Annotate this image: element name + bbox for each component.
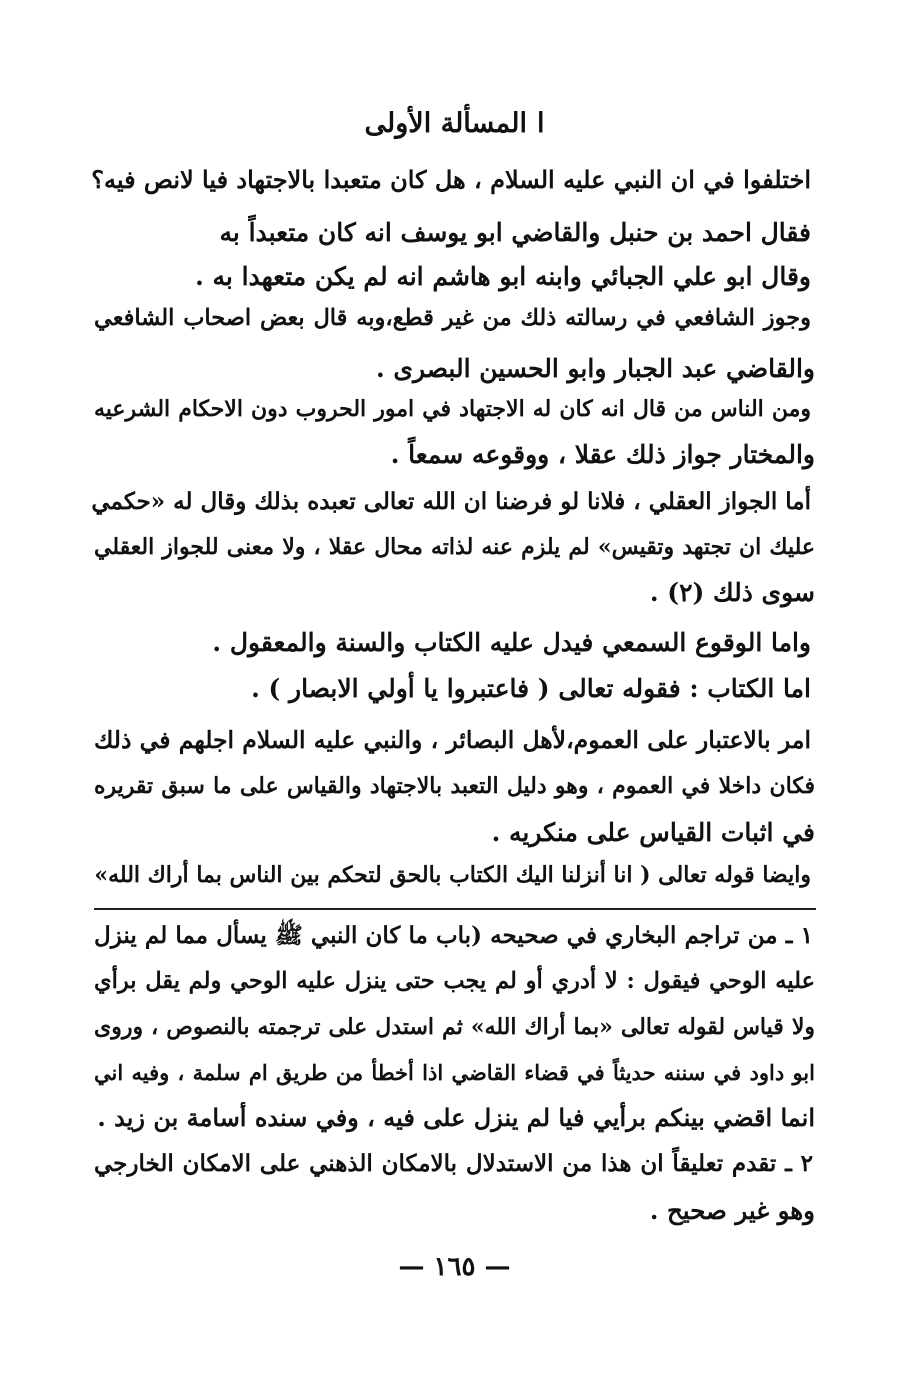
body-line: في اثبات القياس على منكريه .	[491, 818, 815, 847]
chapter-heading	[0, 108, 909, 139]
body-line: فقال احمد بن حنبل والقاضي ابو يوسف انه كان متعبداً به	[219, 218, 811, 247]
body-line: والقاضي عبد الجبار وابو الحسين البصرى .	[375, 354, 815, 383]
footnote-line: ولا قياس لقوله تعالى «بما أراك الله» ثم استدل على ترجمته بالنصوص ، وروى	[94, 1014, 815, 1040]
heading-mark: ا	[536, 108, 545, 139]
page-number: — ١٦٥ —	[398, 1252, 511, 1282]
body-line: والمختار جواز ذلك عقلا ، ووقوعه سمعاً .	[390, 440, 815, 469]
footnote-line: انما اقضي بينكم برأيي فيا لم ينزل على فيه ، وفي سنده أسامة بن زيد .	[97, 1103, 815, 1132]
body-line: عليك ان تجتهد وتقيس» لم يلزم عنه لذاته محال عقلا ، ولا معنى للجواز العقلي	[94, 534, 815, 560]
body-line: سوى ذلك (٢) .	[649, 578, 815, 607]
footnote-separator	[94, 908, 816, 910]
body-line: واما الوقوع السمعي فيدل عليه الكتاب والسنة والمعقول .	[212, 628, 811, 657]
footnote-line: عليه الوحي فيقول : لا أدري أو لم يجب حتى ينزل عليه الوحي ولم يقل برأي	[94, 968, 815, 994]
body-line: وجوز الشافعي في رسالته ذلك من غير قطع،وبه قال بعض اصحاب الشافعي	[94, 305, 811, 331]
body-line: امر بالاعتبار على العموم،لأهل البصائر ، والنبي عليه السلام اجلهم في ذلك	[94, 726, 811, 754]
body-line: اما الكتاب : فقوله تعالى ( فاعتبروا يا أولي الابصار ) .	[251, 674, 811, 703]
body-line: اختلفوا في ان النبي عليه السلام ، هل كان متعبدا بالاجتهاد فيا لانص فيه؟	[91, 165, 811, 194]
heading-title: المسألة الأولى	[364, 108, 527, 139]
footnote-line: ١ ـ من تراجم البخاري في صحيحه (باب ما كان النبي ﷺ يسأل مما لم ينزل	[94, 922, 813, 949]
body-line: أما الجواز العقلي ، فلانا لو فرضنا ان الله تعالى تعبده بذلك وقال له «حكمي	[91, 488, 811, 515]
body-line: فكان داخلا في العموم ، وهو دليل التعبد بالاجتهاد والقياس على ما سبق تقريره	[94, 773, 815, 799]
body-line: وقال ابو علي الجبائي وابنه ابو هاشم انه لم يكن متعهدا به .	[195, 262, 811, 291]
footnote-line: وهو غير صحيح .	[649, 1196, 815, 1225]
footnote-line: ٢ ـ تقدم تعليقاً ان هذا من الاستدلال بالامكان الذهني على الامكان الخارجي	[94, 1150, 813, 1177]
body-line: وايضا قوله تعالى ( انا أنزلنا اليك الكتاب بالحق لتحكم بين الناس بما أراك الله»	[94, 862, 811, 888]
footnote-line: ابو داود في سننه حديثاً في قضاء القاضي اذا أخطأ من طريق ام سلمة ، وفيه اني	[94, 1060, 815, 1085]
body-line: ومن الناس من قال انه كان له الاجتهاد في امور الحروب دون الاحكام الشرعيه	[94, 396, 811, 422]
